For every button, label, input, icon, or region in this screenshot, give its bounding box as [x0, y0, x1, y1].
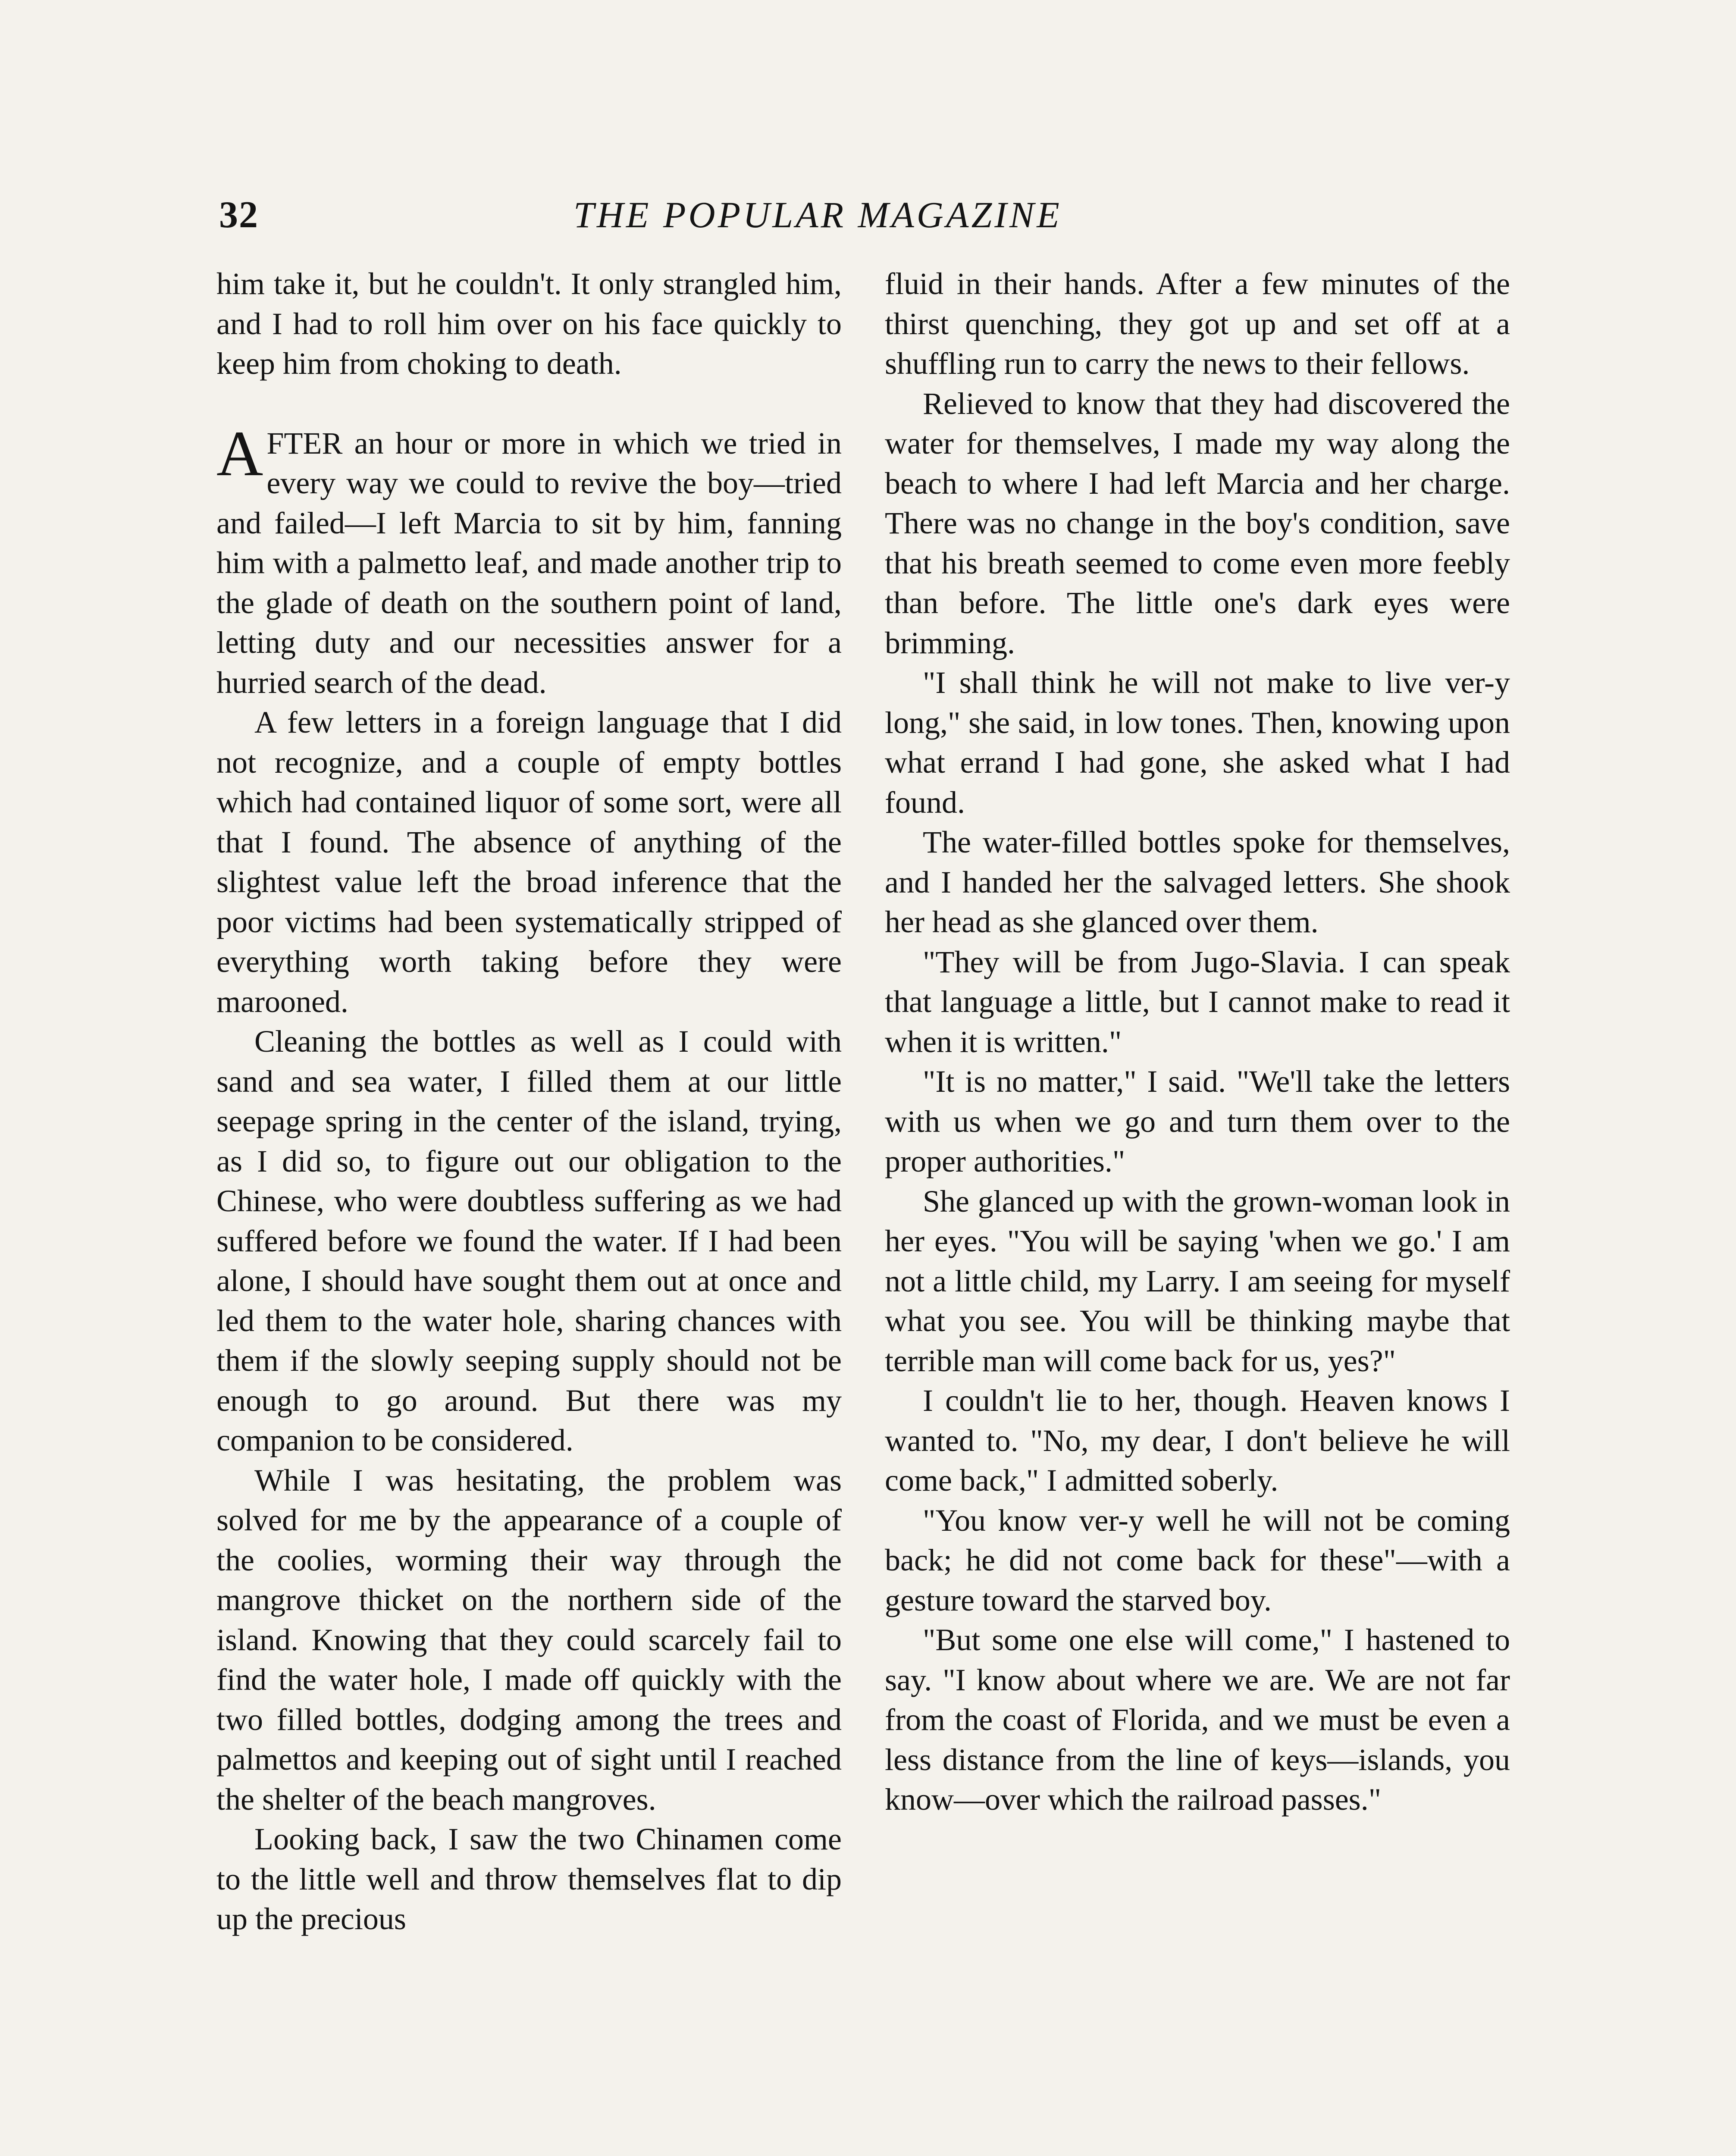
running-head-title: THE POPULAR MAGAZINE: [573, 194, 1062, 235]
drop-cap: A: [216, 417, 263, 489]
paragraph: Relieved to know that they had discovered the water for themselves, I made my way along the beach to where I had left Marcia and her charge. There was no change in the boy's condition, save that his breath seemed to come even more feebly than before. The little one's dark eyes were brimming.: [885, 386, 1510, 660]
paragraph: The water-filled bottles spoke for themselves, and I handed her the salvaged letters. She shook her head as she glanced over them.: [885, 825, 1510, 939]
paragraph: Cleaning the bottles as well as I could with sand and sea water, I filled them at our little seepage spring in the center of the island, trying, as I did so, to figure out our obligation to the Chinese, who were doubtless suffering as we had suffered before we found the water. If I had been alone, I should have sought them out at once and led them to the water hole, sharing chances with them if the slowly seeping supply should not be enough to go around. But there was my companion to be considered.: [216, 1024, 842, 1457]
paragraph: him take it, but he couldn't. It only strangled him, and I had to roll him over on his face quickly to keep him from choking to death.: [216, 266, 842, 381]
paragraph: A few letters in a foreign language that I did not recognize, and a couple of empty bottles which had contained liquor of some sort, were all that I found. The absence of anything of the slightest value left the broad inference that the poor victims had been systematically stripped of everything worth taking before they were marooned.: [216, 705, 842, 1019]
paragraph-section-start: [216, 417, 842, 703]
paragraph: She glanced up with the grown-woman look in her eyes. "You will be saying 'when we go.' I am not a little child, my Larry. I am seeing for myself what you see. You will be thinking maybe that terrible man will come back for us, yes?": [885, 1184, 1510, 1378]
right-column: [885, 264, 1510, 1820]
paragraph: Looking back, I saw the two Chinamen come to the little well and throw themselves flat to dip up the precious: [216, 1822, 842, 1936]
paragraph-text: FTER an hour or more in which we tried in every way we could to revive the boy—tried and failed—I left Marcia to sit by him, fanning him with a palmetto leaf, and made another trip to the glade of death on the southern point of land, letting duty and our necessities answer for a hurried search of the dead.: [216, 426, 842, 700]
left-column: [216, 264, 842, 1939]
paragraph: fluid in their hands. After a few minutes of the thirst quenching, they got up and set off at a shuffling run to carry the news to their fellows.: [885, 266, 1510, 381]
paragraph: "It is no matter," I said. "We'll take the letters with us when we go and turn them over to the proper authorities.": [885, 1064, 1510, 1178]
paragraph: "You know ver-y well he will not be coming back; he did not come back for these"—with a gesture toward the starved boy.: [885, 1503, 1510, 1617]
paragraph: "They will be from Jugo-Slavia. I can speak that language a little, but I cannot make to read it when it is written.": [885, 944, 1510, 1059]
paragraph: "But some one else will come," I hastened to say. "I know about where we are. We are not far from the coast of Florida, and we must be even a less distance from the line of keys—islands, you know—over which the railroad passes.": [885, 1623, 1510, 1817]
paragraph: "I shall think he will not make to live ver-y long," she said, in low tones. Then, knowing upon what errand I had gone, she asked what I had found.: [885, 665, 1510, 820]
page-number: 32: [219, 194, 259, 236]
paragraph: While I was hesitating, the problem was solved for me by the appearance of a couple of the coolies, worming their way through the mangrove thicket on the northern side of the island. Knowing that they could scarcely fail to find the water hole, I made off quickly with the two filled bottles, dodging among the trees and palmettos and keeping out of sight until I reached the shelter of the beach mangroves.: [216, 1463, 842, 1817]
paragraph: I couldn't lie to her, though. Heaven knows I wanted to. "No, my dear, I don't believe he will come back," I admitted soberly.: [885, 1383, 1510, 1498]
